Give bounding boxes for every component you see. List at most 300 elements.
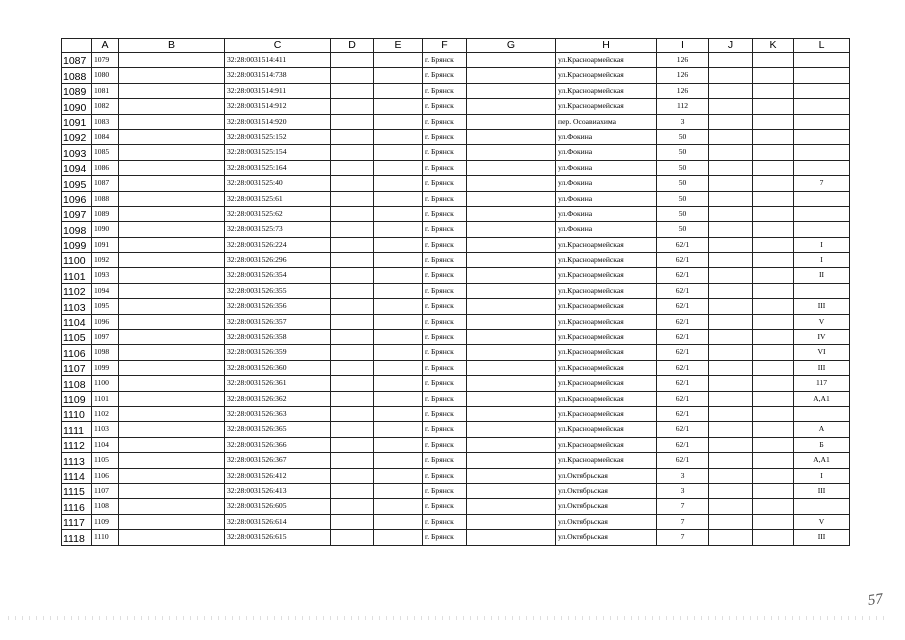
cell-h[interactable]: ул.Красноармейская xyxy=(556,345,657,360)
cell-i[interactable]: 62/1 xyxy=(657,406,709,421)
cell-e[interactable] xyxy=(374,314,423,329)
cell-i[interactable]: 62/1 xyxy=(657,360,709,375)
cell-k[interactable] xyxy=(753,83,794,98)
cell-e[interactable] xyxy=(374,499,423,514)
cell-a[interactable]: 1084 xyxy=(92,129,119,144)
cell-a[interactable]: 1098 xyxy=(92,345,119,360)
cell-b[interactable] xyxy=(119,376,225,391)
cell-j[interactable] xyxy=(709,330,753,345)
cell-h[interactable]: ул.Октябрьская xyxy=(556,483,657,498)
cell-d[interactable] xyxy=(331,191,374,206)
cell-l[interactable]: I xyxy=(794,468,850,483)
cell-i[interactable]: 62/1 xyxy=(657,376,709,391)
cell-e[interactable] xyxy=(374,83,423,98)
cell-f[interactable]: г. Брянск xyxy=(423,283,467,298)
cell-f[interactable]: г. Брянск xyxy=(423,514,467,529)
cell-k[interactable] xyxy=(753,99,794,114)
cell-d[interactable] xyxy=(331,53,374,68)
cell-a[interactable]: 1087 xyxy=(92,176,119,191)
cell-i[interactable]: 50 xyxy=(657,206,709,221)
column-header-g[interactable]: G xyxy=(467,39,556,53)
column-header-h[interactable]: H xyxy=(556,39,657,53)
cell-j[interactable] xyxy=(709,391,753,406)
cell-g[interactable] xyxy=(467,499,556,514)
cell-l[interactable]: 117 xyxy=(794,376,850,391)
cell-i[interactable]: 50 xyxy=(657,222,709,237)
cell-g[interactable] xyxy=(467,514,556,529)
cell-f[interactable]: г. Брянск xyxy=(423,114,467,129)
cell-d[interactable] xyxy=(331,283,374,298)
cell-b[interactable] xyxy=(119,53,225,68)
cell-l[interactable] xyxy=(794,145,850,160)
cell-g[interactable] xyxy=(467,345,556,360)
cell-j[interactable] xyxy=(709,453,753,468)
cell-l[interactable] xyxy=(794,53,850,68)
cell-l[interactable] xyxy=(794,99,850,114)
cell-f[interactable]: г. Брянск xyxy=(423,145,467,160)
cell-g[interactable] xyxy=(467,314,556,329)
cell-j[interactable] xyxy=(709,345,753,360)
cell-c[interactable]: 32:28:0031514:911 xyxy=(225,83,331,98)
cell-b[interactable] xyxy=(119,68,225,83)
cell-b[interactable] xyxy=(119,453,225,468)
cell-h[interactable]: пер. Осоавиахима xyxy=(556,114,657,129)
cell-d[interactable] xyxy=(331,406,374,421)
cell-a[interactable]: 1079 xyxy=(92,53,119,68)
cell-f[interactable]: г. Брянск xyxy=(423,360,467,375)
cell-e[interactable] xyxy=(374,330,423,345)
cell-d[interactable] xyxy=(331,268,374,283)
cell-i[interactable]: 50 xyxy=(657,176,709,191)
cell-c[interactable]: 32:28:0031526:366 xyxy=(225,437,331,452)
cell-b[interactable] xyxy=(119,437,225,452)
cell-d[interactable] xyxy=(331,499,374,514)
cell-a[interactable]: 1090 xyxy=(92,222,119,237)
cell-a[interactable]: 1086 xyxy=(92,160,119,175)
row-number-header[interactable]: 1106 xyxy=(62,345,92,360)
cell-k[interactable] xyxy=(753,391,794,406)
cell-h[interactable]: ул.Красноармейская xyxy=(556,360,657,375)
cell-g[interactable] xyxy=(467,176,556,191)
column-header-b[interactable]: B xyxy=(119,39,225,53)
cell-k[interactable] xyxy=(753,206,794,221)
cell-l[interactable]: 7 xyxy=(794,176,850,191)
row-number-header[interactable]: 1117 xyxy=(62,514,92,529)
cell-a[interactable]: 1083 xyxy=(92,114,119,129)
cell-f[interactable]: г. Брянск xyxy=(423,83,467,98)
row-number-header[interactable]: 1093 xyxy=(62,145,92,160)
cell-i[interactable]: 50 xyxy=(657,145,709,160)
cell-i[interactable]: 62/1 xyxy=(657,345,709,360)
row-number-header[interactable]: 1088 xyxy=(62,68,92,83)
cell-j[interactable] xyxy=(709,283,753,298)
cell-b[interactable] xyxy=(119,160,225,175)
cell-c[interactable]: 32:28:0031525:61 xyxy=(225,191,331,206)
cell-d[interactable] xyxy=(331,114,374,129)
cell-c[interactable]: 32:28:0031526:358 xyxy=(225,330,331,345)
cell-a[interactable]: 1080 xyxy=(92,68,119,83)
cell-h[interactable]: ул.Красноармейская xyxy=(556,453,657,468)
cell-j[interactable] xyxy=(709,422,753,437)
cell-b[interactable] xyxy=(119,99,225,114)
cell-b[interactable] xyxy=(119,191,225,206)
cell-l[interactable] xyxy=(794,499,850,514)
cell-d[interactable] xyxy=(331,360,374,375)
cell-h[interactable]: ул.Красноармейская xyxy=(556,283,657,298)
cell-l[interactable] xyxy=(794,114,850,129)
cell-d[interactable] xyxy=(331,376,374,391)
cell-h[interactable]: ул.Красноармейская xyxy=(556,83,657,98)
cell-c[interactable]: 32:28:0031526:412 xyxy=(225,468,331,483)
cell-e[interactable] xyxy=(374,68,423,83)
cell-f[interactable]: г. Брянск xyxy=(423,68,467,83)
cell-e[interactable] xyxy=(374,345,423,360)
cell-e[interactable] xyxy=(374,237,423,252)
cell-j[interactable] xyxy=(709,530,753,545)
cell-h[interactable]: ул.Октябрьская xyxy=(556,514,657,529)
cell-c[interactable]: 32:28:0031525:73 xyxy=(225,222,331,237)
row-number-header[interactable]: 1110 xyxy=(62,406,92,421)
cell-b[interactable] xyxy=(119,406,225,421)
cell-k[interactable] xyxy=(753,514,794,529)
cell-k[interactable] xyxy=(753,499,794,514)
cell-h[interactable]: ул.Красноармейская xyxy=(556,314,657,329)
cell-k[interactable] xyxy=(753,145,794,160)
column-header-c[interactable]: C xyxy=(225,39,331,53)
cell-e[interactable] xyxy=(374,530,423,545)
cell-b[interactable] xyxy=(119,268,225,283)
cell-j[interactable] xyxy=(709,99,753,114)
cell-g[interactable] xyxy=(467,406,556,421)
cell-j[interactable] xyxy=(709,514,753,529)
cell-j[interactable] xyxy=(709,314,753,329)
row-number-header[interactable]: 1092 xyxy=(62,129,92,144)
cell-e[interactable] xyxy=(374,222,423,237)
cell-e[interactable] xyxy=(374,406,423,421)
cell-l[interactable] xyxy=(794,68,850,83)
cell-i[interactable]: 62/1 xyxy=(657,237,709,252)
row-number-header[interactable]: 1105 xyxy=(62,330,92,345)
cell-c[interactable]: 32:28:0031525:154 xyxy=(225,145,331,160)
cell-e[interactable] xyxy=(374,206,423,221)
cell-b[interactable] xyxy=(119,360,225,375)
cell-j[interactable] xyxy=(709,129,753,144)
cell-j[interactable] xyxy=(709,268,753,283)
cell-h[interactable]: ул.Октябрьская xyxy=(556,499,657,514)
row-number-header[interactable]: 1101 xyxy=(62,268,92,283)
cell-k[interactable] xyxy=(753,191,794,206)
cell-h[interactable]: ул.Красноармейская xyxy=(556,422,657,437)
cell-g[interactable] xyxy=(467,376,556,391)
cell-g[interactable] xyxy=(467,483,556,498)
cell-f[interactable]: г. Брянск xyxy=(423,206,467,221)
cell-h[interactable]: ул.Красноармейская xyxy=(556,330,657,345)
cell-e[interactable] xyxy=(374,283,423,298)
cell-h[interactable]: ул.Красноармейская xyxy=(556,253,657,268)
cell-h[interactable]: ул.Красноармейская xyxy=(556,53,657,68)
row-number-header[interactable]: 1102 xyxy=(62,283,92,298)
column-header-j[interactable]: J xyxy=(709,39,753,53)
cell-d[interactable] xyxy=(331,314,374,329)
column-header-f[interactable]: F xyxy=(423,39,467,53)
cell-j[interactable] xyxy=(709,114,753,129)
cell-e[interactable] xyxy=(374,437,423,452)
cell-a[interactable]: 1107 xyxy=(92,483,119,498)
cell-e[interactable] xyxy=(374,99,423,114)
cell-j[interactable] xyxy=(709,68,753,83)
corner-header-cell[interactable] xyxy=(62,39,92,53)
cell-h[interactable]: ул.Фокина xyxy=(556,176,657,191)
column-header-i[interactable]: I xyxy=(657,39,709,53)
cell-k[interactable] xyxy=(753,222,794,237)
cell-c[interactable]: 32:28:0031526:362 xyxy=(225,391,331,406)
cell-k[interactable] xyxy=(753,360,794,375)
cell-d[interactable] xyxy=(331,530,374,545)
cell-a[interactable]: 1100 xyxy=(92,376,119,391)
cell-i[interactable]: 7 xyxy=(657,530,709,545)
cell-k[interactable] xyxy=(753,422,794,437)
cell-e[interactable] xyxy=(374,299,423,314)
cell-k[interactable] xyxy=(753,468,794,483)
cell-k[interactable] xyxy=(753,253,794,268)
cell-l[interactable]: VI xyxy=(794,345,850,360)
cell-d[interactable] xyxy=(331,145,374,160)
cell-g[interactable] xyxy=(467,114,556,129)
cell-k[interactable] xyxy=(753,176,794,191)
cell-i[interactable]: 126 xyxy=(657,68,709,83)
cell-c[interactable]: 32:28:0031526:360 xyxy=(225,360,331,375)
row-number-header[interactable]: 1109 xyxy=(62,391,92,406)
cell-i[interactable]: 126 xyxy=(657,53,709,68)
cell-k[interactable] xyxy=(753,483,794,498)
cell-k[interactable] xyxy=(753,299,794,314)
cell-d[interactable] xyxy=(331,176,374,191)
row-number-header[interactable]: 1100 xyxy=(62,253,92,268)
cell-g[interactable] xyxy=(467,222,556,237)
cell-h[interactable]: ул.Красноармейская xyxy=(556,237,657,252)
cell-b[interactable] xyxy=(119,499,225,514)
cell-l[interactable]: I xyxy=(794,253,850,268)
cell-h[interactable]: ул.Красноармейская xyxy=(556,406,657,421)
cell-j[interactable] xyxy=(709,299,753,314)
cell-h[interactable]: ул.Красноармейская xyxy=(556,268,657,283)
column-header-e[interactable]: E xyxy=(374,39,423,53)
row-number-header[interactable]: 1114 xyxy=(62,468,92,483)
cell-f[interactable]: г. Брянск xyxy=(423,406,467,421)
cell-l[interactable]: IV xyxy=(794,330,850,345)
cell-k[interactable] xyxy=(753,314,794,329)
cell-h[interactable]: ул.Фокина xyxy=(556,129,657,144)
cell-i[interactable]: 62/1 xyxy=(657,330,709,345)
cell-l[interactable]: V xyxy=(794,314,850,329)
cell-i[interactable]: 62/1 xyxy=(657,299,709,314)
cell-a[interactable]: 1085 xyxy=(92,145,119,160)
cell-k[interactable] xyxy=(753,283,794,298)
row-number-header[interactable]: 1087 xyxy=(62,53,92,68)
cell-c[interactable]: 32:28:0031526:365 xyxy=(225,422,331,437)
cell-c[interactable]: 32:28:0031525:62 xyxy=(225,206,331,221)
row-number-header[interactable]: 1107 xyxy=(62,360,92,375)
cell-k[interactable] xyxy=(753,129,794,144)
row-number-header[interactable]: 1094 xyxy=(62,160,92,175)
cell-e[interactable] xyxy=(374,129,423,144)
cell-k[interactable] xyxy=(753,68,794,83)
cell-d[interactable] xyxy=(331,483,374,498)
cell-c[interactable]: 32:28:0031526:361 xyxy=(225,376,331,391)
cell-b[interactable] xyxy=(119,114,225,129)
cell-c[interactable]: 32:28:0031526:605 xyxy=(225,499,331,514)
row-number-header[interactable]: 1089 xyxy=(62,83,92,98)
cell-b[interactable] xyxy=(119,283,225,298)
cell-e[interactable] xyxy=(374,514,423,529)
cell-k[interactable] xyxy=(753,437,794,452)
cell-j[interactable] xyxy=(709,468,753,483)
cell-g[interactable] xyxy=(467,99,556,114)
cell-d[interactable] xyxy=(331,99,374,114)
cell-f[interactable]: г. Брянск xyxy=(423,345,467,360)
cell-j[interactable] xyxy=(709,83,753,98)
cell-d[interactable] xyxy=(331,422,374,437)
cell-i[interactable]: 62/1 xyxy=(657,253,709,268)
cell-f[interactable]: г. Брянск xyxy=(423,129,467,144)
cell-e[interactable] xyxy=(374,114,423,129)
cell-a[interactable]: 1110 xyxy=(92,530,119,545)
cell-f[interactable]: г. Брянск xyxy=(423,253,467,268)
cell-l[interactable] xyxy=(794,222,850,237)
cell-c[interactable]: 32:28:0031526:363 xyxy=(225,406,331,421)
cell-c[interactable]: 32:28:0031514:920 xyxy=(225,114,331,129)
cell-a[interactable]: 1095 xyxy=(92,299,119,314)
cell-c[interactable]: 32:28:0031514:912 xyxy=(225,99,331,114)
cell-l[interactable] xyxy=(794,129,850,144)
row-number-header[interactable]: 1097 xyxy=(62,206,92,221)
cell-d[interactable] xyxy=(331,253,374,268)
cell-g[interactable] xyxy=(467,68,556,83)
cell-b[interactable] xyxy=(119,83,225,98)
cell-i[interactable]: 62/1 xyxy=(657,422,709,437)
cell-a[interactable]: 1101 xyxy=(92,391,119,406)
column-header-a[interactable]: A xyxy=(92,39,119,53)
cell-g[interactable] xyxy=(467,129,556,144)
cell-a[interactable]: 1102 xyxy=(92,406,119,421)
cell-k[interactable] xyxy=(753,376,794,391)
cell-f[interactable]: г. Брянск xyxy=(423,53,467,68)
cell-c[interactable]: 32:28:0031526:413 xyxy=(225,483,331,498)
cell-i[interactable]: 62/1 xyxy=(657,314,709,329)
cell-c[interactable]: 32:28:0031526:359 xyxy=(225,345,331,360)
cell-a[interactable]: 1092 xyxy=(92,253,119,268)
cell-b[interactable] xyxy=(119,129,225,144)
cell-l[interactable] xyxy=(794,406,850,421)
cell-d[interactable] xyxy=(331,222,374,237)
cell-a[interactable]: 1082 xyxy=(92,99,119,114)
cell-b[interactable] xyxy=(119,222,225,237)
cell-a[interactable]: 1097 xyxy=(92,330,119,345)
cell-i[interactable]: 3 xyxy=(657,468,709,483)
cell-l[interactable] xyxy=(794,160,850,175)
cell-f[interactable]: г. Брянск xyxy=(423,299,467,314)
cell-l[interactable]: V xyxy=(794,514,850,529)
cell-e[interactable] xyxy=(374,191,423,206)
cell-j[interactable] xyxy=(709,191,753,206)
cell-d[interactable] xyxy=(331,206,374,221)
cell-l[interactable]: III xyxy=(794,530,850,545)
cell-b[interactable] xyxy=(119,391,225,406)
cell-f[interactable]: г. Брянск xyxy=(423,437,467,452)
row-number-header[interactable]: 1095 xyxy=(62,176,92,191)
row-number-header[interactable]: 1096 xyxy=(62,191,92,206)
cell-g[interactable] xyxy=(467,437,556,452)
cell-b[interactable] xyxy=(119,530,225,545)
cell-b[interactable] xyxy=(119,483,225,498)
cell-f[interactable]: г. Брянск xyxy=(423,376,467,391)
cell-g[interactable] xyxy=(467,283,556,298)
cell-i[interactable]: 50 xyxy=(657,129,709,144)
cell-h[interactable]: ул.Фокина xyxy=(556,191,657,206)
row-number-header[interactable]: 1111 xyxy=(62,422,92,437)
cell-i[interactable]: 62/1 xyxy=(657,268,709,283)
row-number-header[interactable]: 1115 xyxy=(62,483,92,498)
cell-i[interactable]: 112 xyxy=(657,99,709,114)
cell-f[interactable]: г. Брянск xyxy=(423,530,467,545)
cell-b[interactable] xyxy=(119,206,225,221)
cell-h[interactable]: ул.Фокина xyxy=(556,145,657,160)
cell-e[interactable] xyxy=(374,422,423,437)
row-number-header[interactable]: 1098 xyxy=(62,222,92,237)
cell-j[interactable] xyxy=(709,406,753,421)
cell-l[interactable] xyxy=(794,283,850,298)
cell-c[interactable]: 32:28:0031526:356 xyxy=(225,299,331,314)
cell-d[interactable] xyxy=(331,330,374,345)
cell-g[interactable] xyxy=(467,253,556,268)
cell-e[interactable] xyxy=(374,483,423,498)
cell-g[interactable] xyxy=(467,206,556,221)
cell-h[interactable]: ул.Красноармейская xyxy=(556,376,657,391)
cell-i[interactable]: 50 xyxy=(657,160,709,175)
cell-k[interactable] xyxy=(753,53,794,68)
cell-l[interactable]: III xyxy=(794,483,850,498)
cell-b[interactable] xyxy=(119,514,225,529)
row-number-header[interactable]: 1104 xyxy=(62,314,92,329)
cell-h[interactable]: ул.Красноармейская xyxy=(556,99,657,114)
cell-d[interactable] xyxy=(331,345,374,360)
cell-b[interactable] xyxy=(119,330,225,345)
cell-b[interactable] xyxy=(119,299,225,314)
cell-a[interactable]: 1093 xyxy=(92,268,119,283)
cell-l[interactable]: А xyxy=(794,422,850,437)
cell-f[interactable]: г. Брянск xyxy=(423,191,467,206)
cell-j[interactable] xyxy=(709,145,753,160)
cell-f[interactable]: г. Брянск xyxy=(423,468,467,483)
cell-f[interactable]: г. Брянск xyxy=(423,268,467,283)
row-number-header[interactable]: 1118 xyxy=(62,530,92,545)
cell-h[interactable]: ул.Красноармейская xyxy=(556,437,657,452)
cell-k[interactable] xyxy=(753,160,794,175)
cell-b[interactable] xyxy=(119,468,225,483)
cell-f[interactable]: г. Брянск xyxy=(423,483,467,498)
cell-j[interactable] xyxy=(709,499,753,514)
row-number-header[interactable]: 1112 xyxy=(62,437,92,452)
cell-j[interactable] xyxy=(709,222,753,237)
row-number-header[interactable]: 1099 xyxy=(62,237,92,252)
cell-b[interactable] xyxy=(119,176,225,191)
cell-g[interactable] xyxy=(467,191,556,206)
cell-i[interactable]: 62/1 xyxy=(657,283,709,298)
cell-a[interactable]: 1081 xyxy=(92,83,119,98)
cell-k[interactable] xyxy=(753,345,794,360)
cell-e[interactable] xyxy=(374,145,423,160)
cell-f[interactable]: г. Брянск xyxy=(423,453,467,468)
